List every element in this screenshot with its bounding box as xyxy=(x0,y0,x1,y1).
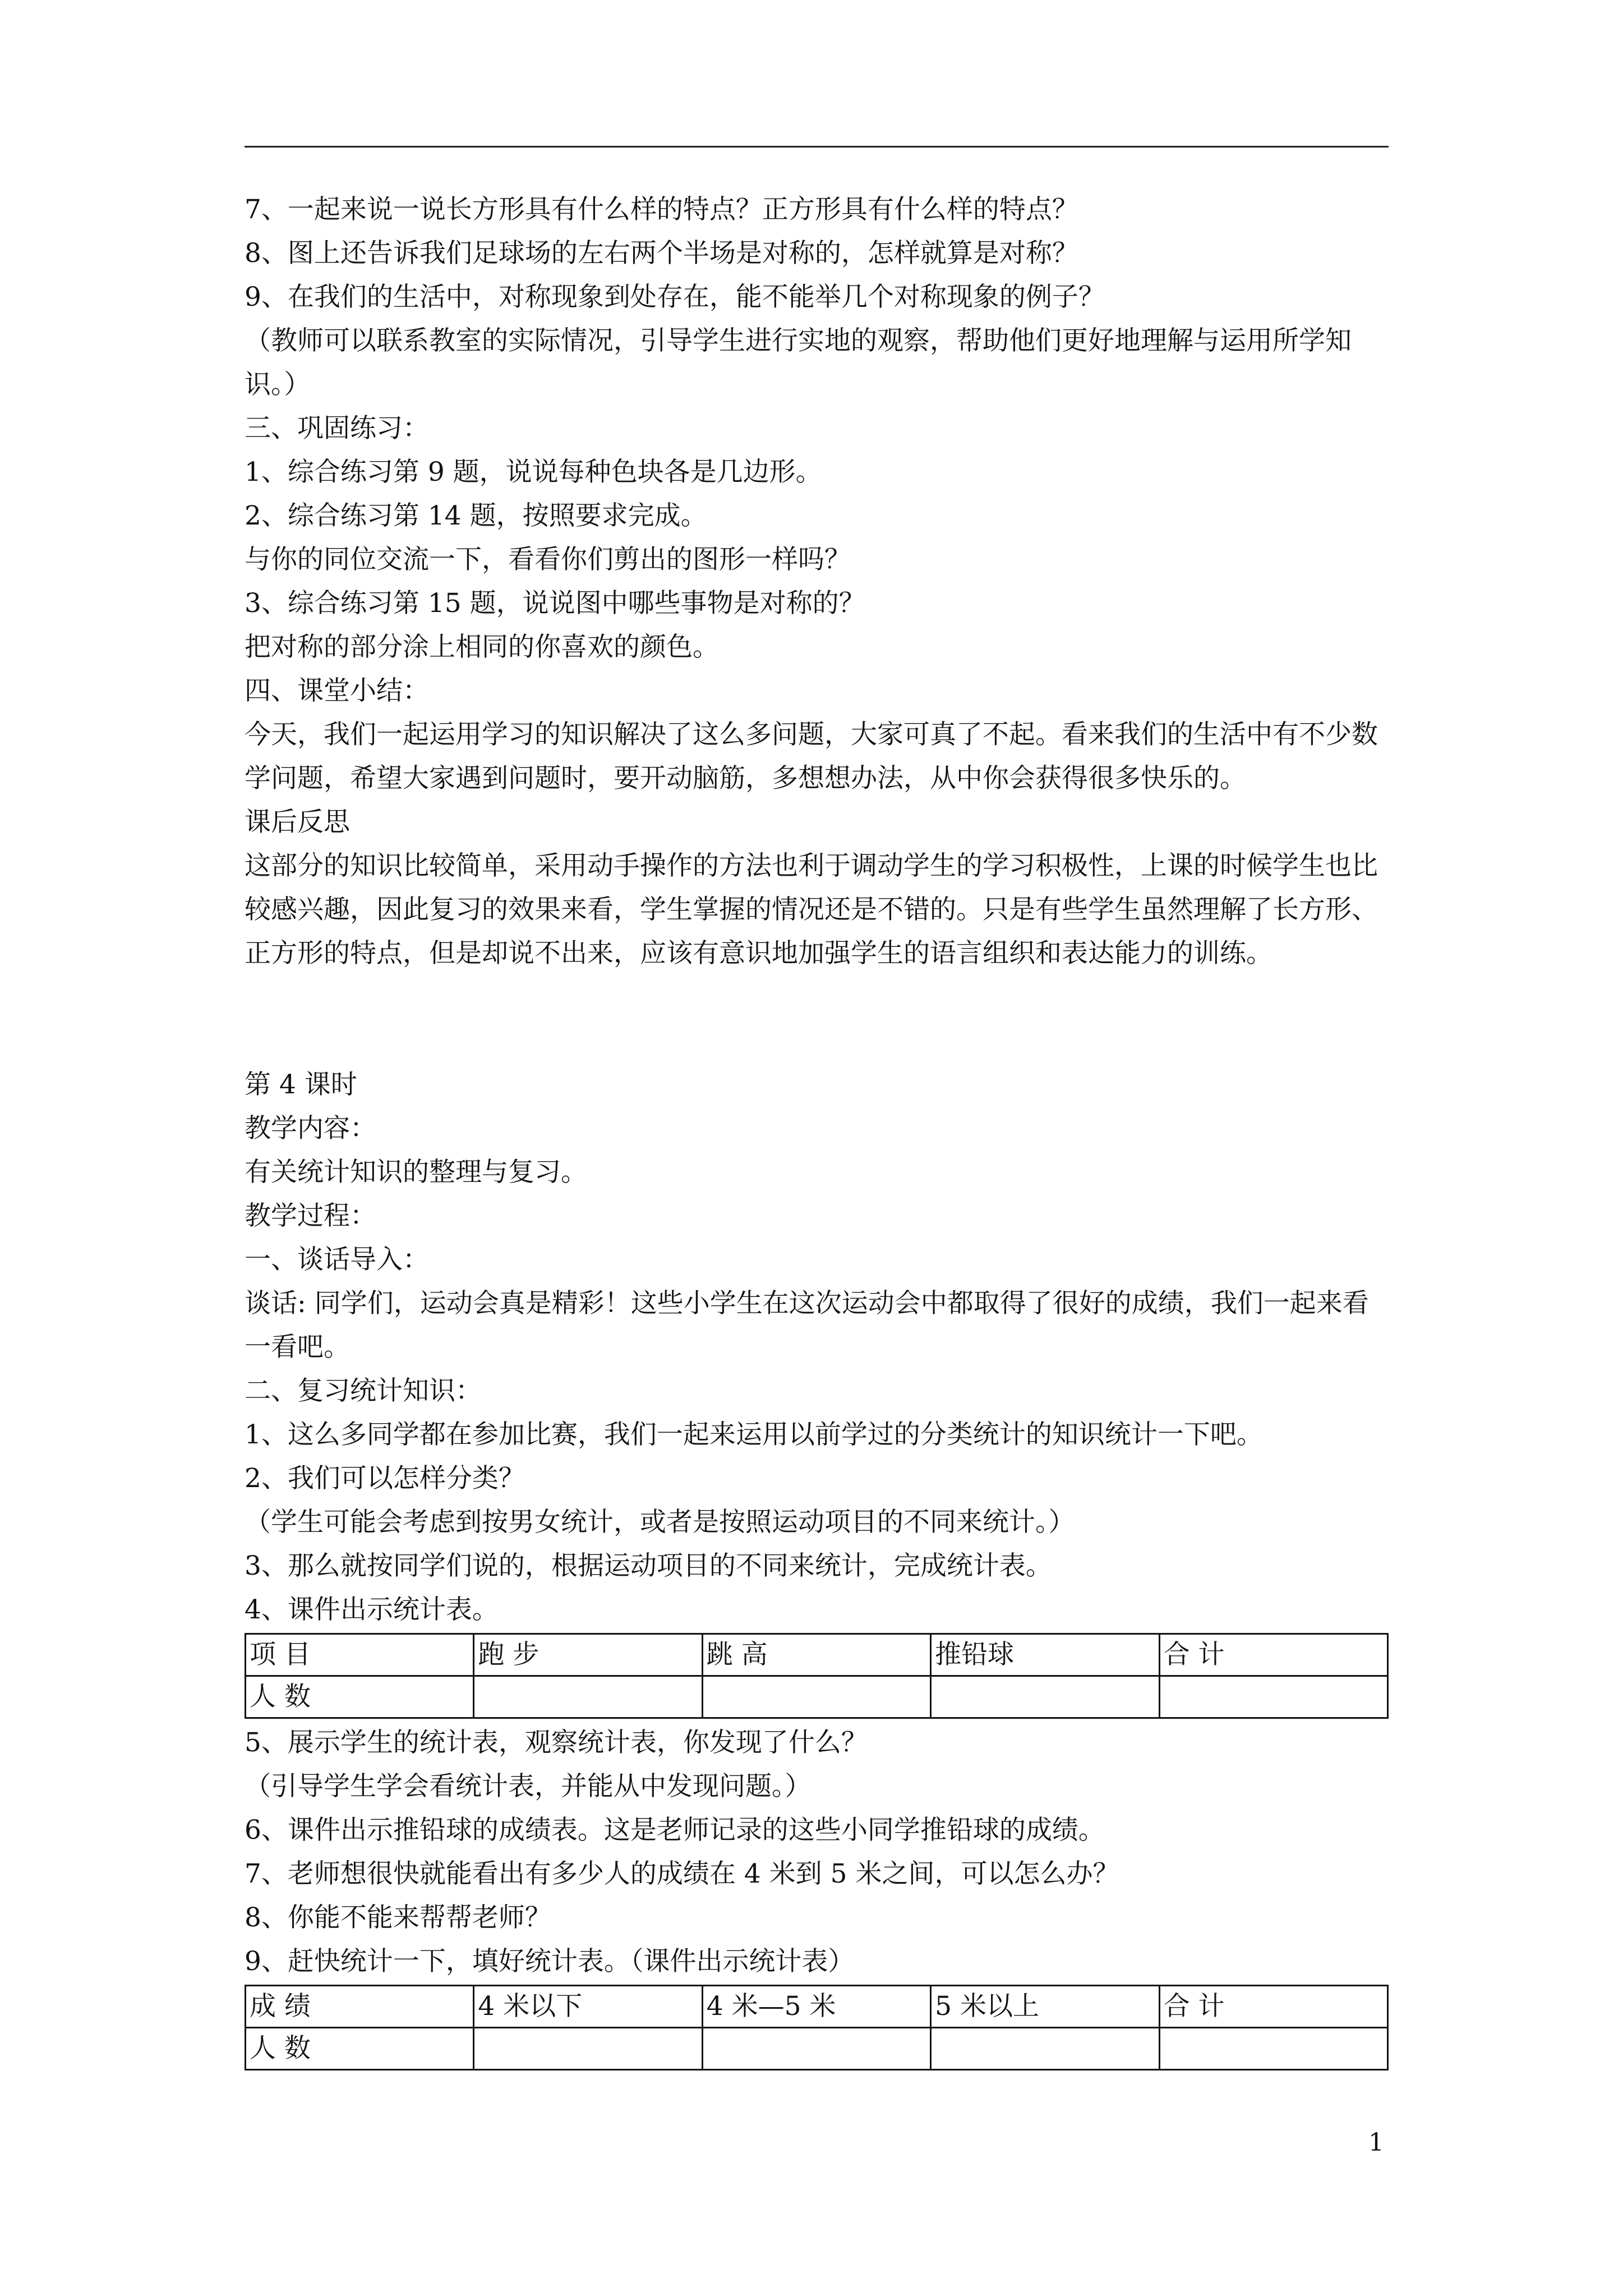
section-heading: 三、巩固练习： xyxy=(245,413,429,444)
table-header-row xyxy=(246,1634,1388,1676)
shot-put-score-table xyxy=(245,1985,1389,2070)
table-cell xyxy=(1159,1676,1387,1718)
section-heading: 课后反思 xyxy=(245,807,350,838)
paragraph: 9、在我们的生活中，对称现象到处存在，能不能举几个对称现象的例子？ xyxy=(245,282,1105,312)
table-cell xyxy=(702,2028,930,2070)
section-heading: 四、课堂小结： xyxy=(245,675,429,706)
paragraph: 8、你能不能来帮帮老师？ xyxy=(245,1902,551,1933)
table-row xyxy=(246,1676,1388,1718)
paragraph: 3、综合练习第 15 题，说说图中哪些事物是对称的？ xyxy=(245,588,865,619)
paragraph: 1、综合练习第 9 题，说说每种色块各是几边形。 xyxy=(245,457,822,487)
paragraph: 今天，我们一起运用学习的知识解决了这么多问题，大家可真了不起。看来我们的生活中有不少数学问题，希望大家遇到问题时，要开动脑筋，多想想办法，从中你会获得很多快乐的。 xyxy=(245,719,1378,794)
paragraph: （引导学生学会看统计表，并能从中发现问题。） xyxy=(245,1771,811,1802)
paragraph: 与你的同位交流一下，看看你们剪出的图形一样吗？ xyxy=(245,544,851,575)
table-cell: 5 米以上 xyxy=(931,1986,1159,2028)
paragraph: 1、这么多同学都在参加比赛，我们一起来运用以前学过的分类统计的知识统计一下吧。 xyxy=(245,1419,1263,1450)
lesson-title: 第 4 课时 xyxy=(245,1069,357,1100)
paragraph: 6、课件出示推铅球的成绩表。这是老师记录的这些小同学推铅球的成绩。 xyxy=(245,1815,1105,1846)
table-cell xyxy=(702,1676,930,1718)
paragraph: 3、那么就按同学们说的，根据运动项目的不同来统计，完成统计表。 xyxy=(245,1550,1052,1581)
table-row xyxy=(246,2028,1388,2070)
section-heading: 教学过程： xyxy=(245,1200,376,1231)
table-cell: 成 绩 xyxy=(246,1986,474,2028)
document-body xyxy=(245,188,1389,2073)
paragraph: 7、一起来说一说长方形具有什么样的特点？正方形具有什么样的特点？ xyxy=(245,194,1078,225)
table-cell xyxy=(1159,2028,1387,2070)
table-cell xyxy=(474,2028,702,2070)
paragraph: 有关统计知识的整理与复习。 xyxy=(245,1157,587,1188)
table-cell: 项 目 xyxy=(246,1634,474,1676)
table-cell: 合 计 xyxy=(1159,1634,1387,1676)
paragraph: 9、赶快统计一下，填好统计表。（课件出示统计表） xyxy=(245,1946,855,1977)
paragraph: （学生可能会考虑到按男女统计，或者是按照运动项目的不同来统计。） xyxy=(245,1507,1075,1538)
paragraph: （教师可以联系教室的实际情况，引导学生进行实地的观察，帮助他们更好地理解与运用所学知识。） xyxy=(245,325,1352,400)
table-cell: 4 米—5 米 xyxy=(702,1986,930,2028)
paragraph: 2、我们可以怎样分类？ xyxy=(245,1463,525,1494)
table-cell: 人 数 xyxy=(246,2028,474,2070)
paragraph: 2、综合练习第 14 题，按照要求完成。 xyxy=(245,500,707,531)
paragraph: 谈话: 同学们，运动会真是精彩！这些小学生在这次运动会中都取得了很好的成绩，我们一起来看一看吧。 xyxy=(245,1288,1369,1363)
table-cell: 合 计 xyxy=(1159,1986,1387,2028)
spacer xyxy=(245,976,1389,1063)
section-heading: 一、谈话导入： xyxy=(245,1244,429,1275)
table-cell xyxy=(931,1676,1159,1718)
header-rule xyxy=(245,146,1389,148)
paragraph: 7、老师想很快就能看出有多少人的成绩在 4 米到 5 米之间，可以怎么办？ xyxy=(245,1858,1119,1889)
paragraph: 8、图上还告诉我们足球场的左右两个半场是对称的，怎样就算是对称？ xyxy=(245,238,1078,269)
paragraph: 4、课件出示统计表。 xyxy=(245,1594,499,1625)
table-cell: 跳 高 xyxy=(702,1634,930,1676)
table-cell xyxy=(474,1676,702,1718)
table-cell: 人 数 xyxy=(246,1676,474,1718)
paragraph: 5、展示学生的统计表，观察统计表，你发现了什么？ xyxy=(245,1727,868,1758)
table-cell xyxy=(931,2028,1159,2070)
sports-count-table xyxy=(245,1633,1389,1719)
table-cell: 推铅球 xyxy=(931,1634,1159,1676)
section-heading: 二、复习统计知识： xyxy=(245,1375,482,1406)
table-header-row xyxy=(246,1986,1388,2028)
paragraph: 把对称的部分涂上相同的你喜欢的颜色。 xyxy=(245,632,719,662)
table-cell: 4 米以下 xyxy=(474,1986,702,2028)
page-number: 1 xyxy=(1368,2128,1384,2157)
paragraph: 这部分的知识比较简单，采用动手操作的方法也利于调动学生的学习积极性，上课的时候学生也比较感兴趣，因此复习的效果来看，学生掌握的情况还是不错的。只是有些学生虽然理解了长方形、正方形的特点，但是却说不出来，应该有意识地加强学生的语言组织和表达能力的训练。 xyxy=(245,850,1378,969)
section-heading: 教学内容： xyxy=(245,1113,376,1144)
table-cell: 跑 步 xyxy=(474,1634,702,1676)
